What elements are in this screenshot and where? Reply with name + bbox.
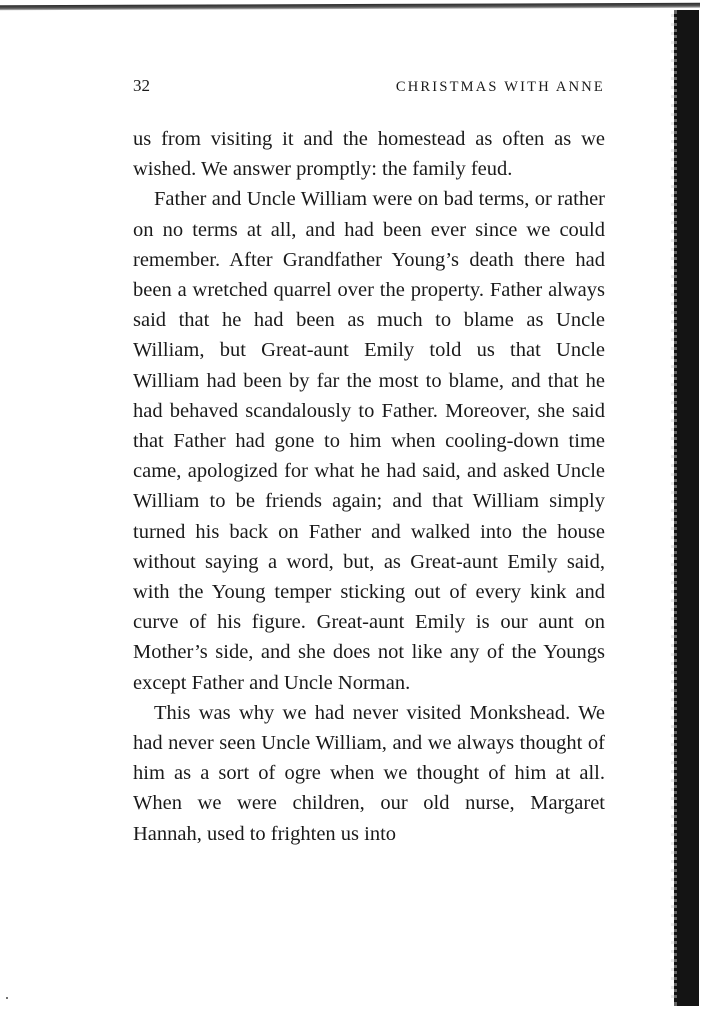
book-page [133,76,605,849]
running-title: CHRISTMAS WITH ANNE [395,79,605,95]
paragraph-monkshead: This was why we had never visited Monkshead. We had never seen Uncle William, and we always thought of him as a sort of ogre when we thought of him at all. When we were children, our old nurse, Margaret Hannah, used to frighten us into [133,701,605,845]
page-top-edge-shadow [0,3,700,10]
paragraph-family-feud: Father and Uncle William were on bad terms, or rather on no terms at all, and had been ever since we could remember. After Grandfather Young’s death there had been a wretched quarrel over the property. Father always said that he had been as much to blame as Uncle William, but Great-aunt Emily told us that Uncle William had been by far the most to blame, and that he had behaved scandalously to Father. Moreover, she said that Father had gone to him when cooling-down time came, apologized for what he had said, and asked Uncle William to be friends again; and that William simply turned his back on Father and walked into the house without saying a word, but, as Great-aunt Emily said, with the Young temper sticking out of every kink and curve of his figure. Great-aunt Emily is our aunt on Mother’s side, and she does not like any of the Youngs except Father and Uncle Norman. [133,188,605,694]
book-binding-edge [674,10,699,1006]
running-head [133,76,605,106]
body-text [133,124,605,849]
page-number: 32 [133,76,150,95]
paragraph-continued: us from visiting it and the homestead as often as we wished. We answer promptly: the family feud. [133,128,605,181]
scan-speck [6,997,8,999]
